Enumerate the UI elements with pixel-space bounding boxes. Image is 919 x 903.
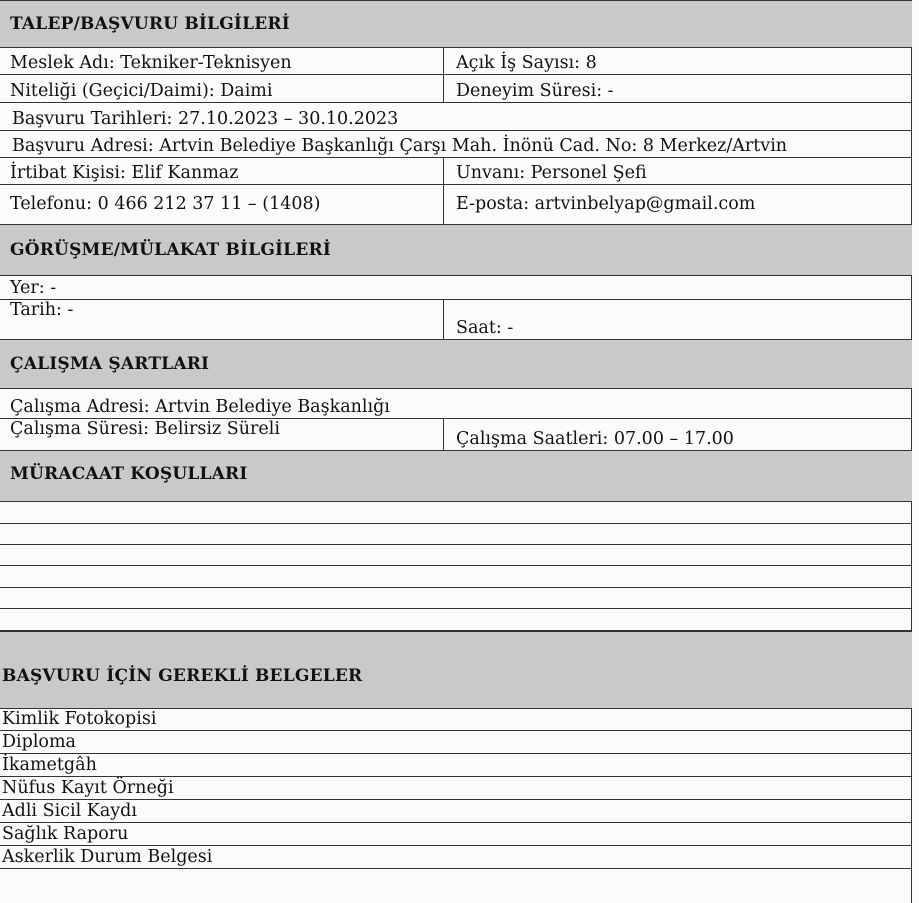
table-row [0,300,912,340]
acik-is-sayisi: Açık İş Sayısı: 8 [443,48,912,74]
table-row [0,389,912,419]
table-row [0,75,912,103]
table-row [0,185,912,225]
table-row [0,276,912,300]
list-item [0,800,912,823]
table-row [0,158,912,185]
section-heading-talep [0,0,912,48]
document-item: İkametgâh [2,755,97,775]
blank-row [0,545,912,566]
blank-row [0,566,912,588]
telefonu: Telefonu: 0 466 212 37 11 – (1408) [10,194,321,214]
unvani: Unvanı: Personel Şefi [443,158,912,184]
document-item: Adli Sicil Kaydı [2,801,137,821]
irtibat-kisisi: İrtibat Kişisi: Elif Kanmaz [10,163,239,183]
calisma-suresi: Çalışma Süresi: Belirsiz Süreli [10,419,280,439]
document-item: Sağlık Raporu [2,824,129,844]
calisma-saatleri: Çalışma Saatleri: 07.00 – 17.00 [443,419,912,450]
blank-row [0,609,912,631]
list-item [0,777,912,800]
section-heading-belgeler [0,631,912,709]
niteligi: Niteliği (Geçici/Daimi): Daimi [10,81,273,101]
calisma-adresi: Çalışma Adresi: Artvin Belediye Başkanlığı [10,397,390,417]
tarih: Tarih: - [10,300,74,320]
basvuru-tarihleri: Başvuru Tarihleri: 27.10.2023 – 30.10.2023 [12,109,399,129]
section-heading-calisma [0,339,912,389]
section-heading-text: ÇALIŞMA ŞARTLARI [10,354,210,374]
e-posta: E-posta: artvinbelyap@gmail.com [443,185,912,224]
table-row [0,103,912,131]
document-item: Nüfus Kayıt Örneği [2,778,174,798]
list-item [0,709,912,731]
list-item [0,846,912,869]
deneyim-suresi: Deneyim Süresi: - [443,75,912,102]
blank-row [0,588,912,609]
document-item: Diploma [2,732,76,752]
list-item [0,823,912,846]
section-heading-gorusme [0,224,912,276]
section-heading-muracaat [0,450,912,502]
section-heading-text: TALEP/BAŞVURU BİLGİLERİ [10,14,290,34]
basvuru-adresi: Başvuru Adresi: Artvin Belediye Başkanlığı Çarşı Mah. İnönü Cad. No: 8 Merkez/Artvin [12,136,788,156]
yer: Yer: - [10,278,57,298]
document-item: Askerlik Durum Belgesi [2,847,213,867]
table-row [0,48,912,75]
list-item [0,731,912,754]
blank-row [0,524,912,545]
document-item: Kimlik Fotokopisi [2,709,157,729]
section-heading-text: GÖRÜŞME/MÜLAKAT BİLGİLERİ [10,240,331,260]
list-item [0,754,912,777]
section-heading-text: BAŞVURU İÇİN GEREKLİ BELGELER [2,666,363,686]
table-row [0,419,912,451]
saat: Saat: - [443,300,912,339]
section-heading-text: MÜRACAAT KOŞULLARI [10,464,248,484]
meslek-adi: Meslek Adı: Tekniker-Teknisyen [10,53,292,73]
table-row [0,131,912,158]
blank-row [0,502,912,524]
